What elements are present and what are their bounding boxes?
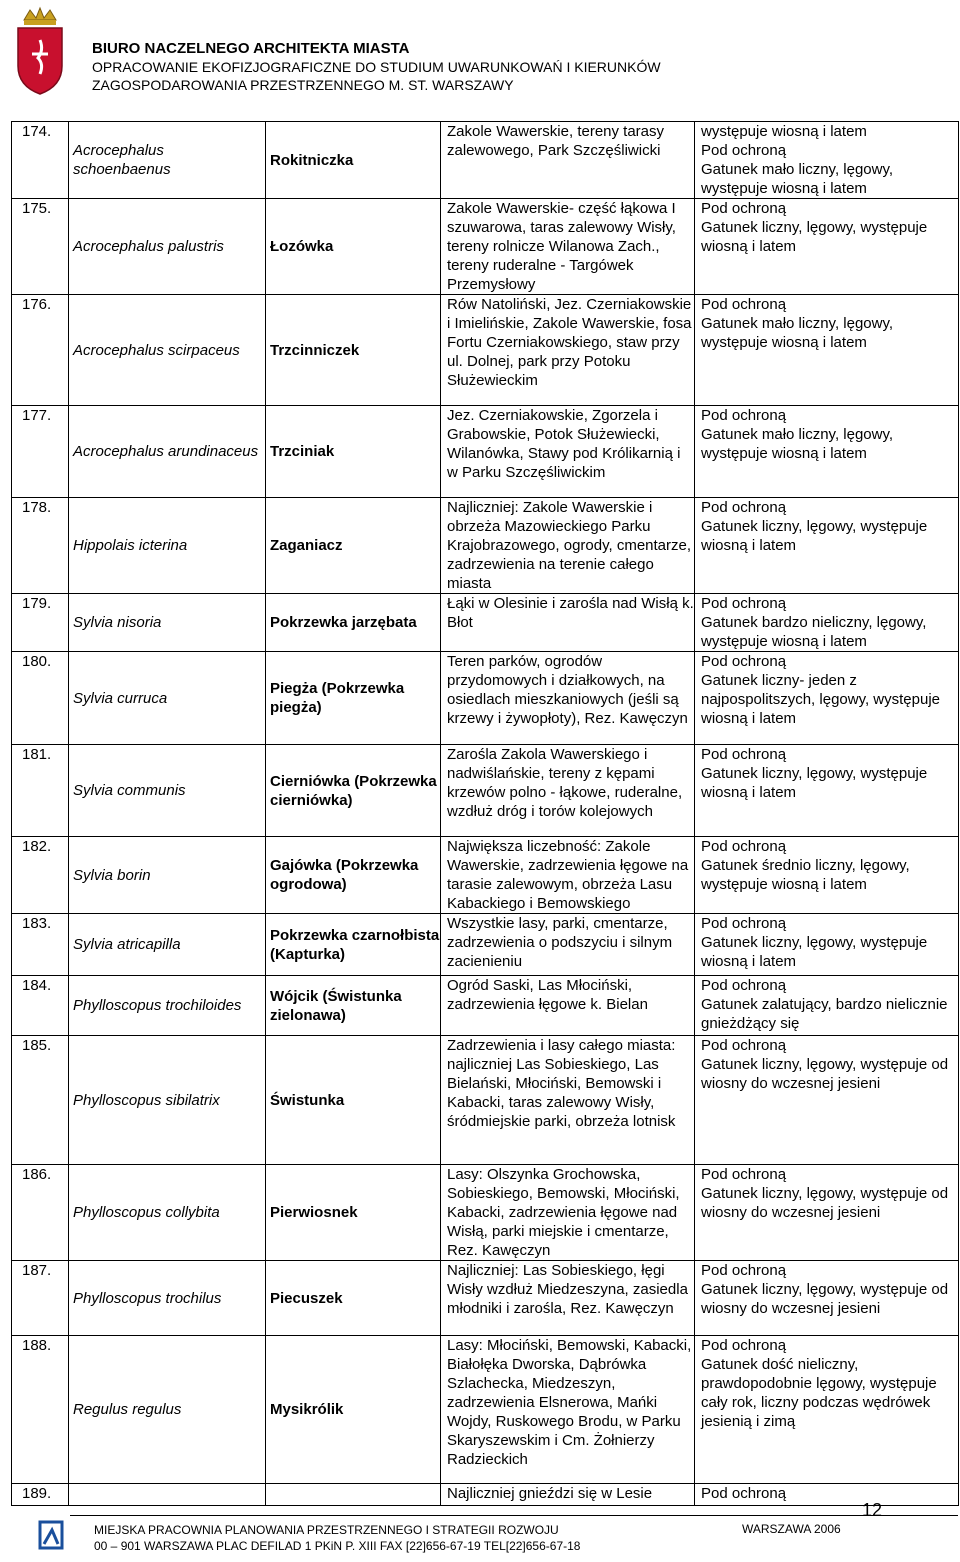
protection-status: Pod ochroną Gatunek liczny, lęgowy, występuje od wiosny do wczesnej jesieni <box>695 1036 959 1165</box>
polish-name: Rokitniczka <box>266 122 441 199</box>
footer-divider <box>70 1515 958 1516</box>
row-number: 182. <box>12 837 69 914</box>
protection-status: Pod ochroną Gatunek średnio liczny, lęgowy, występuje wiosną i latem <box>695 837 959 914</box>
row-number: 177. <box>12 406 69 498</box>
scientific-name: Sylvia curruca <box>69 652 266 745</box>
table-row <box>12 1165 959 1261</box>
habitat-description: Najliczniej: Las Sobieskiego, łęgi Wisły wzdłuż Miedzeszyna, zasiedla młodniki i zarośla, Rez. Kawęczyn <box>441 1261 695 1336</box>
protection-status: Pod ochroną Gatunek liczny, lęgowy, występuje wiosną i latem <box>695 199 959 295</box>
row-number: 180. <box>12 652 69 745</box>
protection-status: Pod ochroną Gatunek zalatujący, bardzo nielicznie gnieżdżący się <box>695 976 959 1036</box>
header-line-2: OPRACOWANIE EKOFIZJOGRAFICZNE DO STUDIUM UWARUNKOWAŃ I KIERUNKÓW <box>92 59 661 75</box>
protection-status: Pod ochroną Gatunek mało liczny, lęgowy, występuje wiosną i latem <box>695 406 959 498</box>
row-number: 183. <box>12 914 69 976</box>
row-number: 189. <box>12 1484 69 1506</box>
mppp-logo-icon <box>26 1518 70 1560</box>
protection-status: Pod ochroną Gatunek liczny, lęgowy, występuje od wiosny do wczesnej jesieni <box>695 1165 959 1261</box>
polish-name: Zaganiacz <box>266 498 441 594</box>
habitat-description: Lasy: Młociński, Bemowski, Kabacki, Białołęka Dworska, Dąbrówka Szlachecka, Miedzeszyn, zadrzewienia Elsnerowa, Mańki Wojdy, Ruskowego Brodu, w Parku Skaryszewskim i Cm. Żołnierzy Radzieckich <box>441 1336 695 1484</box>
row-number: 185. <box>12 1036 69 1165</box>
scientific-name: Acrocephalus scirpaceus <box>69 295 266 406</box>
habitat-description: Rów Natoliński, Jez. Czerniakowskie i Imielińskie, Zakole Wawerskie, fosa Fortu Czerniakowskiego, staw przy ul. Dolnej, park przy Potoku Służewieckim <box>441 295 695 406</box>
polish-name: Pokrzewka czarnołbista (Kapturka) <box>266 914 441 976</box>
habitat-description: Wszystkie lasy, parki, cmentarze, zadrzewienia o podszyciu i silnym zacienieniu <box>441 914 695 976</box>
row-number: 184. <box>12 976 69 1036</box>
polish-name: Piegża (Pokrzewka piegża) <box>266 652 441 745</box>
polish-name: Pokrzewka jarzębata <box>266 594 441 652</box>
scientific-name: Sylvia communis <box>69 745 266 837</box>
table-row <box>12 594 959 652</box>
table-row <box>12 295 959 406</box>
table-row <box>12 1336 959 1484</box>
protection-status: Pod ochroną Gatunek liczny, lęgowy, występuje od wiosny do wczesnej jesieni <box>695 1261 959 1336</box>
header-line-3: ZAGOSPODAROWANIA PRZESTRZENNEGO M. ST. WARSZAWY <box>92 77 514 93</box>
habitat-description: Najliczniej: Zakole Wawerskie i obrzeża Mazowieckiego Parku Krajobrazowego, ogrody, cmentarze, zadrzewienia na terenie całego miasta <box>441 498 695 594</box>
footer-address <box>94 1522 580 1554</box>
scientific-name: Phylloscopus sibilatrix <box>69 1036 266 1165</box>
protection-status: Pod ochroną Gatunek liczny, lęgowy, występuje wiosną i latem <box>695 745 959 837</box>
scientific-name: Sylvia nisoria <box>69 594 266 652</box>
footer-line-1: MIEJSKA PRACOWNIA PLANOWANIA PRZESTRZENNEGO I STRATEGII ROZWOJU <box>94 1523 559 1537</box>
scientific-name: Regulus regulus <box>69 1336 266 1484</box>
scientific-name: Phylloscopus trochilus <box>69 1261 266 1336</box>
habitat-description: Lasy: Olszynka Grochowska, Sobieskiego, Bemowski, Młociński, Kabacki, zadrzewienia łęgowe nad Wisłą, parki miejskie i cmentarze, Rez. Kawęczyn <box>441 1165 695 1261</box>
polish-name: Trzcinniczek <box>266 295 441 406</box>
polish-name <box>266 1484 441 1506</box>
habitat-description: Łąki w Olesinie i zarośla nad Wisłą k. Błot <box>441 594 695 652</box>
polish-name: Piecuszek <box>266 1261 441 1336</box>
polish-name: Świstunka <box>266 1036 441 1165</box>
species-table <box>11 121 959 1506</box>
table-row <box>12 199 959 295</box>
table-row <box>12 745 959 837</box>
protection-status: Pod ochroną Gatunek liczny, lęgowy, występuje wiosną i latem <box>695 914 959 976</box>
scientific-name: Acrocephalus arundinaceus <box>69 406 266 498</box>
habitat-description: Zakole Wawerskie, tereny tarasy zalewowego, Park Szczęśliwicki <box>441 122 695 199</box>
table-row <box>12 498 959 594</box>
protection-status: Pod ochroną Gatunek dość nieliczny, prawdopodobnie lęgowy, występuje cały rok, liczny podczas wędrówek jesienią i zimą <box>695 1336 959 1484</box>
polish-name: Pierwiosnek <box>266 1165 441 1261</box>
row-number: 186. <box>12 1165 69 1261</box>
table-row <box>12 1036 959 1165</box>
polish-name: Cierniówka (Pokrzewka cierniówka) <box>266 745 441 837</box>
polish-name: Gajówka (Pokrzewka ogrodowa) <box>266 837 441 914</box>
header-line-1: BIURO NACZELNEGO ARCHITEKTA MIASTA <box>92 40 410 57</box>
table-row <box>12 837 959 914</box>
scientific-name: Hippolais icterina <box>69 498 266 594</box>
row-number: 174. <box>12 122 69 199</box>
warsaw-crest-icon <box>14 6 66 96</box>
footer-line-2: 00 – 901 WARSZAWA PLAC DEFILAD 1 PKiN P. XIII FAX [22]656-67-19 TEL[22]656-67-18 <box>94 1539 581 1553</box>
protection-status: Pod ochroną Gatunek liczny- jeden z najpospolitszych, lęgowy, występuje wiosną i latem <box>695 652 959 745</box>
row-number: 176. <box>12 295 69 406</box>
table-row <box>12 914 959 976</box>
polish-name: Łozówka <box>266 199 441 295</box>
table-row <box>12 1261 959 1336</box>
row-number: 188. <box>12 1336 69 1484</box>
scientific-name: Phylloscopus collybita <box>69 1165 266 1261</box>
page-header <box>0 0 960 100</box>
row-number: 179. <box>12 594 69 652</box>
scientific-name: Sylvia atricapilla <box>69 914 266 976</box>
habitat-description: Największa liczebność: Zakole Wawerskie, zadrzewienia łęgowe na tarasie zalewowym, obrzeża Lasu Kabackiego i Bemowskiego <box>441 837 695 914</box>
table-row <box>12 122 959 199</box>
table-row <box>12 652 959 745</box>
protection-status: występuje wiosną i latem Pod ochroną Gatunek mało liczny, lęgowy, występuje wiosną i latem <box>695 122 959 199</box>
scientific-name <box>69 1484 266 1506</box>
protection-status: Pod ochroną Gatunek mało liczny, lęgowy, występuje wiosną i latem <box>695 295 959 406</box>
polish-name: Mysikrólik <box>266 1336 441 1484</box>
polish-name: Wójcik (Świstunka zielonawa) <box>266 976 441 1036</box>
habitat-description: Zakole Wawerskie- część łąkowa I szuwarowa, taras zalewowy Wisły, tereny rolnicze Wilanowa Zach., tereny ruderalne - Targówek Przemysłowy <box>441 199 695 295</box>
table-row <box>12 406 959 498</box>
row-number: 178. <box>12 498 69 594</box>
habitat-description: Jez. Czerniakowskie, Zgorzela i Grabowskie, Potok Służewiecki, Wilanówka, Stawy pod Królikarnią i w Parku Szczęśliwickim <box>441 406 695 498</box>
habitat-description: Zarośla Zakola Wawerskiego i nadwiślańskie, tereny z kępami krzewów polno - łąkowe, ruderalne, wzdłuż dróg i torów kolejowych <box>441 745 695 837</box>
protection-status: Pod ochroną <box>695 1484 959 1506</box>
footer-year: WARSZAWA 2006 <box>742 1522 841 1536</box>
scientific-name: Acrocephalus palustris <box>69 199 266 295</box>
row-number: 187. <box>12 1261 69 1336</box>
polish-name: Trzciniak <box>266 406 441 498</box>
habitat-description: Najliczniej gnieździ się w Lesie <box>441 1484 695 1506</box>
habitat-description: Zadrzewienia i lasy całego miasta: najliczniej Las Sobieskiego, Las Bielański, Młociński, Bemowski i Kabacki, taras zalewowy Wisły, śródmiejskie parki, obrzeża lotnisk <box>441 1036 695 1165</box>
row-number: 181. <box>12 745 69 837</box>
habitat-description: Teren parków, ogrodów przydomowych i działkowych, na osiedlach mieszkaniowych (jeśli są krzewy i żywopłoty), Rez. Kawęczyn <box>441 652 695 745</box>
table-row <box>12 976 959 1036</box>
row-number: 175. <box>12 199 69 295</box>
table-row <box>12 1484 959 1506</box>
scientific-name: Phylloscopus trochiloides <box>69 976 266 1036</box>
page-number: 12 <box>862 1500 883 1520</box>
habitat-description: Ogród Saski, Las Młociński, zadrzewienia łęgowe k. Bielan <box>441 976 695 1036</box>
protection-status: Pod ochroną Gatunek liczny, lęgowy, występuje wiosną i latem <box>695 498 959 594</box>
scientific-name: Sylvia borin <box>69 837 266 914</box>
protection-status: Pod ochroną Gatunek bardzo nieliczny, lęgowy, występuje wiosną i latem <box>695 594 959 652</box>
scientific-name: Acrocephalus schoenbaenus <box>69 122 266 199</box>
